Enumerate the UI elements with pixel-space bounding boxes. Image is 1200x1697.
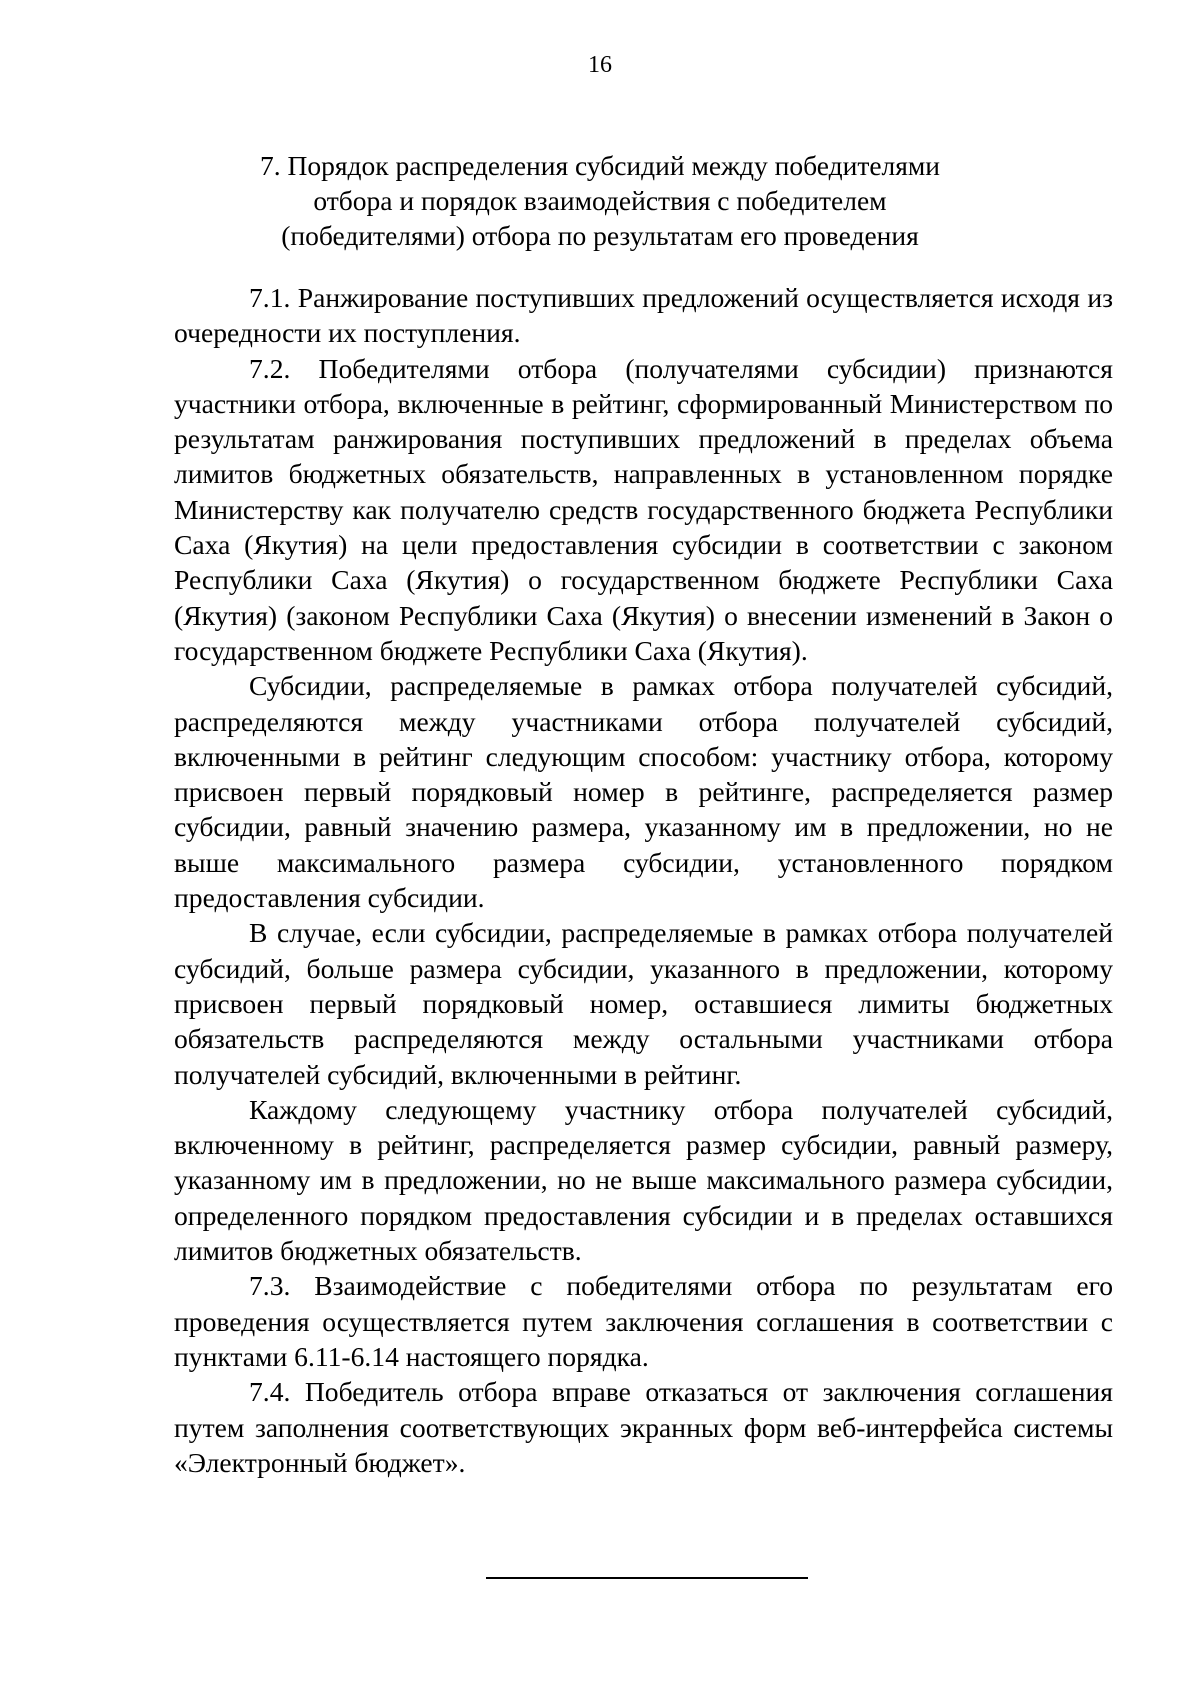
section-title-line: 7. Порядок распределения субсидий между победителями bbox=[259, 150, 941, 181]
paragraph-7-2: 7.2. Победителями отбора (получателями субсидии) признаются участники отбора, включенные в рейтинг, сформированный Министерством по результатам ранжирования поступивших предложений в пределах объема лимитов бюджетных обязательств, направленных в установленном порядке Министерству как получателю средств государственного бюджета Республики Саха (Якутия) на цели предоставления субсидии в соответствии с законом Республики Саха (Якутия) о государственном бюджете Республики Саха (Якутия) (законом Республики Саха (Якутия) о внесении изменений в Закон о государственном бюджете Республики Саха (Якутия). bbox=[174, 352, 1113, 666]
paragraph-7-3: 7.3. Взаимодействие с победителями отбора по результатам его проведения осуществляется путем заключения соглашения в соответствии с пунктами 6.11-6.14 настоящего порядка. bbox=[174, 1270, 1113, 1372]
paragraph-distribution: Субсидии, распределяемые в рамках отбора получателей субсидий, распределяются между участниками отбора получателей субсидий, включенными в рейтинг следующим способом: участнику отбора, которому присвоен первый порядковый номер в рейтинге, распределяется размер субсидии, равный значению размера, указанному им в предложении, но не выше максимального размера субсидии, установленного порядком предоставления субсидии. bbox=[174, 670, 1113, 914]
paragraph-7-4: 7.4. Победитель отбора вправе отказаться от заключения соглашения путем заполнения соответствующих экранных форм веб-интерфейса системы «Электронный бюджет». bbox=[174, 1376, 1113, 1478]
paragraph-remaining-limits: В случае, если субсидии, распределяемые в рамках отбора получателей субсидий, больше размера субсидии, указанного в предложении, которому присвоен первый порядковый номер, оставшиеся лимиты бюджетных обязательств распределяются между остальными участниками отбора получателей субсидий, включенными в рейтинг. bbox=[174, 917, 1113, 1090]
closing-rule bbox=[486, 1577, 808, 1579]
section-title-line: (победителями) отбора по результатам его проведения bbox=[281, 220, 919, 251]
section-title-line: отбора и порядок взаимодействия с победителем bbox=[313, 185, 887, 216]
page-number: 16 bbox=[588, 52, 612, 78]
document-body bbox=[174, 280, 1113, 1480]
section-title bbox=[150, 148, 1050, 253]
paragraph-7-1: 7.1. Ранжирование поступивших предложений осуществляется исходя из очередности их поступления. bbox=[174, 282, 1113, 349]
paragraph-next-participant: Каждому следующему участнику отбора получателей субсидий, включенному в рейтинг, распределяется размер субсидии, равный размеру, указанному им в предложении, но не выше максимального размера субсидии, определенного порядком предоставления субсидии и в пределах оставшихся лимитов бюджетных обязательств. bbox=[174, 1093, 1113, 1267]
